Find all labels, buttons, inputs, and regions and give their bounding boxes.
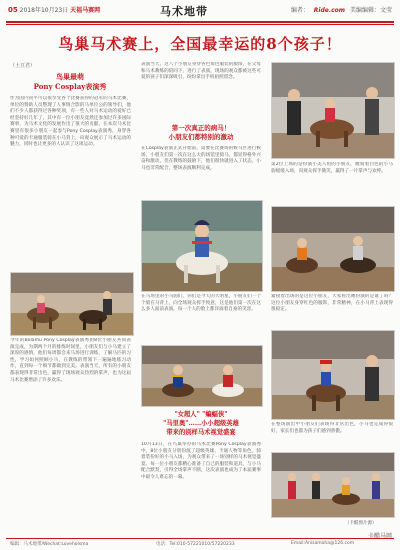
header-rule-thin xyxy=(6,24,394,25)
photo-credit: （卡酷图片源） xyxy=(345,521,377,526)
subheading-3 xyxy=(141,410,261,437)
subheading-2 xyxy=(141,124,261,142)
brand-name: 天福马赛网 xyxy=(70,7,101,14)
photo-child-on-pony xyxy=(141,200,263,292)
designer-label: 美编编辑：文莹 xyxy=(349,7,392,14)
section-title: 马术地带 xyxy=(160,5,208,18)
header-left xyxy=(8,5,100,14)
caption-top: 第2位上场的是扮演小美人鱼的小朋友，她骑着白色的小马驹缓缓入场，向观众挥手微笑，赢得了一片掌声与欢呼。 xyxy=(271,162,393,174)
subheading-1 xyxy=(10,72,130,92)
watermark: 卡酷马网 xyxy=(367,533,392,540)
subheading-3-line3: 带来的别样马术视觉盛宴 xyxy=(166,429,236,436)
article-byline: （土豆君） xyxy=(10,63,36,69)
footer-email: Email:Anisamoha@126.com xyxy=(291,541,355,546)
column2-paragraph2: 在Cosplay表演正式开始前，需要在比赛场的候马区进行候场，小朋友们第一次在这么大的场馆里骑马，都显得格外兴奋和激动，但在教练的鼓励下，他们很快就进入了状态，小马也非常配合，整场表演顺利完成。 xyxy=(141,146,261,171)
article-title: 鸟巢马术赛上，全国最幸运的8个孩子！ xyxy=(58,35,342,53)
page-number: 05 xyxy=(8,6,18,14)
footer-phone: 电话：Tel:010-57221010/57220233 xyxy=(156,542,235,547)
column2-paragraph3: 在马场里的小马驹们，你们是今天的大明星，小朋友们一个个骑在马背上，向全场观众挥手致意，这是他们第一次在这么多人面前表演，每一个人的脸上都洋溢着自豪的笑容。 xyxy=(141,294,261,313)
header-right xyxy=(291,5,392,14)
header-rule xyxy=(6,21,394,23)
page-footer xyxy=(6,538,394,549)
photo-superhero-kids-image xyxy=(142,346,262,406)
photo-pony-riders-image xyxy=(11,273,133,335)
column2-paragraph1: 表演当天，这八个小朋友身穿各色角色服装的服饰，在父母和马术教练的陪同下，进行了表演，现场的观众都被这些可爱的孩子们深深吸引，纷纷拿出手机拍照留念。 xyxy=(141,62,261,81)
photo-superhero-kids xyxy=(141,345,263,407)
column2-paragraph4: 10月13日，在鸟巢举办的马术比赛Pony Cosplay表演秀中，8位小朋友分别扮演了超级英雄、卡通人物等角色，骑着装扮好的小马入场，为观众带来了一场别样的马术视觉盛宴。每一位小朋友都精心准备了自己的服装和道具，与小马配合默契，引得全场掌声不断，这次表演也成为了本届赛事中最令人难忘的一幕。 xyxy=(141,442,261,480)
subheading-2-line2: 小朋友们都特别的激动 xyxy=(168,133,234,141)
caption-bottom: 在整场演出中小朋友们表现得非常出色，小马也完成得很好，家长们也都为孩子们感到骄傲。 xyxy=(271,422,393,434)
subheading-3-line2: "马里奥"……小小超级英雄 xyxy=(163,420,239,427)
photo-pony-show xyxy=(271,206,395,292)
photo-group-kids xyxy=(271,452,395,518)
photo-pony-riders xyxy=(10,272,134,336)
editor-label: 编者： xyxy=(290,7,309,14)
column1-paragraph2: 今年的Bolamu Pony Cosplay表演秀由8位小朋友共同表演完成，为期两个月的排练时间里，小朋友们与小马建立了深厚的感情，他们每周都会来马场进行训练，了解马匹的习性，学习如何照顾小马，在教练的带领下一遍遍地练习动作，直到每一个细节都做到完美。表演当天，所有的小朋友都表现得非常出色，赢得了现场观众热烈的掌声，也为这届马术比赛增添了许多欢乐。 xyxy=(10,338,131,383)
caption-middle: 紧接着出场的是这位小朋友，大家看出她扮演的是谁了吗？这位小朋友身穿红色的服饰，非常精神，在小马背上表现得很稳定。 xyxy=(271,294,393,313)
issue-date: 2018年10月23日 xyxy=(19,7,69,14)
photo-child-on-pony-image xyxy=(142,201,262,291)
column1-paragraph1: 作为国内顶平可以很享受各个比赛获得的冠军的马术比赛，单位的赞助人员整理了人事情合影的马单位公的领导们，他们不少人都获得过各种奖项，有一些人对马术运动的爱好已经坚持好几年了，其中有一位小朋友竟然还参加过许多国际赛事，为马术文化的发展作出了很大的贡献。在本次马术比赛里有很多小朋友一起参与Pony Cosplay表演秀，身穿各种可爱的卡通服装骑在小马背上，向观众展示了马术运动的魅力，同时也让更多的人认识了这项运动。 xyxy=(10,96,131,148)
photo-mario-kid xyxy=(271,330,395,420)
photo-group-kids-image xyxy=(272,453,394,517)
subheading-1-line1: 鸟巢最萌 xyxy=(56,72,84,81)
photo-mario-kid-image xyxy=(272,331,394,419)
subheading-3-line1: "女超人" "蝙蝠侠" xyxy=(174,411,228,418)
subheading-1-line2: Pony Cosplay表演秀 xyxy=(33,82,107,91)
subheading-2-line1: 第一次真正的病马！ xyxy=(171,124,231,132)
footer-editor: 编辑：马术地带/Wechat:Loveholsma xyxy=(10,542,89,547)
photo-family-pony-image xyxy=(272,63,394,158)
magazine-logo: Ride.com xyxy=(313,7,346,14)
page-header xyxy=(0,0,400,22)
photo-family-pony xyxy=(271,62,395,159)
photo-pony-show-image xyxy=(272,207,394,291)
